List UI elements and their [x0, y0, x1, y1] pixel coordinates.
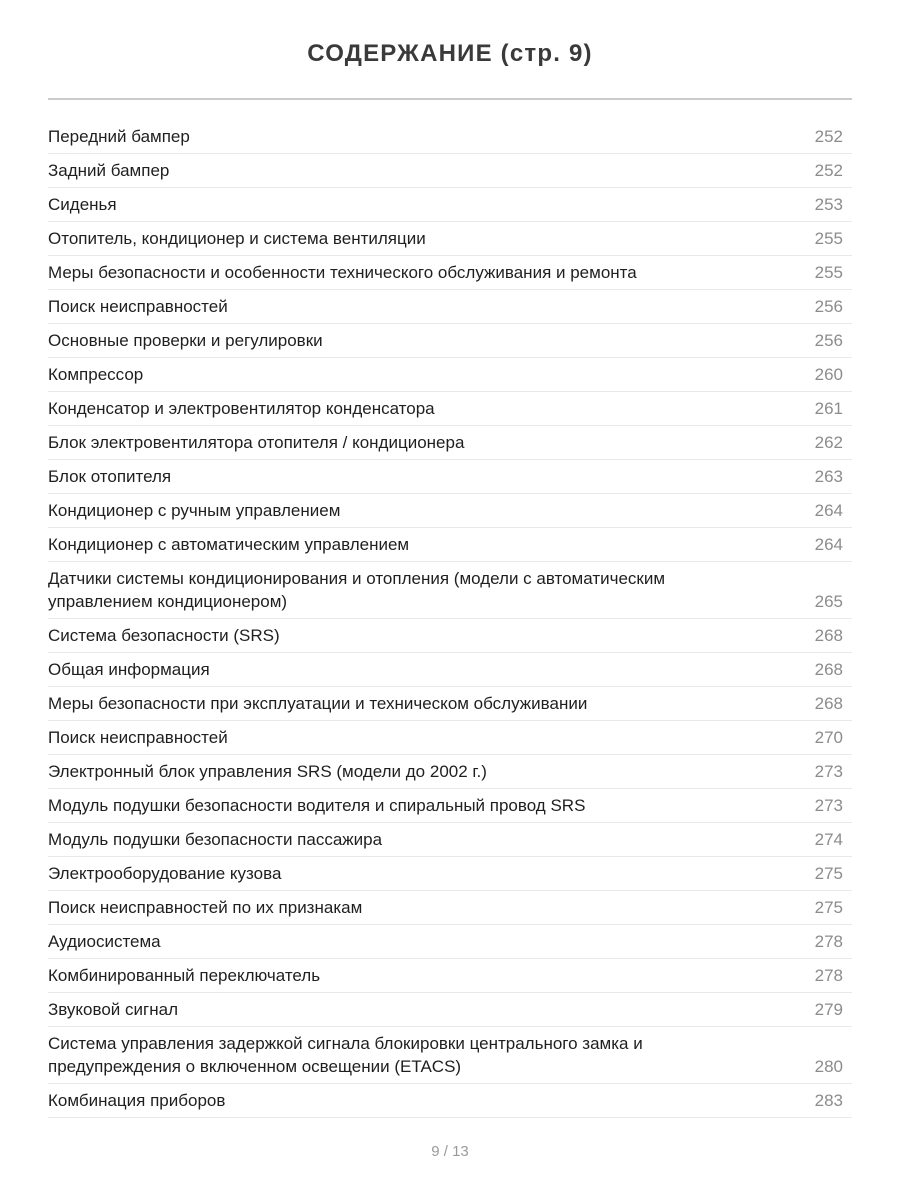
toc-entry-label: Модуль подушки безопасности водителя и спиральный провод SRS [48, 796, 586, 815]
toc-entry-page: 275 [814, 864, 843, 883]
toc-entry-page: 270 [814, 728, 843, 747]
toc-row [48, 222, 852, 256]
toc-entry-label: Система управления задержкой сигнала блокировки центрального замка и предупреждения о включенном освещении (ETACS) [48, 1034, 643, 1076]
toc-row [48, 653, 852, 687]
toc-entry-page: 268 [814, 660, 843, 679]
toc-row [48, 494, 852, 528]
header-divider [48, 98, 852, 100]
toc-entry-page: 278 [814, 966, 843, 985]
toc-row [48, 687, 852, 721]
toc-entry-page: 260 [814, 365, 843, 384]
toc-entry-page: 274 [814, 830, 843, 849]
toc-row [48, 857, 852, 891]
toc-entry-page: 261 [814, 399, 843, 418]
toc-row [48, 619, 852, 653]
toc-entry-label: Комбинация приборов [48, 1091, 226, 1110]
page-title: СОДЕРЖАНИЕ (стр. 9) [307, 40, 593, 67]
toc-entry-page: 256 [814, 297, 843, 316]
toc-row [48, 460, 852, 494]
toc-entry-page: 273 [814, 796, 843, 815]
toc-row [48, 188, 852, 222]
toc-entry-page: 264 [814, 535, 843, 554]
toc-row [48, 959, 852, 993]
toc-entry-label: Звуковой сигнал [48, 1000, 178, 1019]
toc-row [48, 562, 852, 619]
toc-entry-page: 268 [814, 626, 843, 645]
toc-row [48, 120, 852, 154]
toc-list [48, 120, 852, 1118]
toc-entry-page: 278 [814, 932, 843, 951]
toc-entry-page: 253 [814, 195, 843, 214]
page-indicator: 9 / 13 [431, 1143, 469, 1160]
toc-entry-label: Сиденья [48, 195, 117, 214]
toc-row [48, 392, 852, 426]
toc-row [48, 1027, 852, 1084]
toc-entry-label: Модуль подушки безопасности пассажира [48, 830, 383, 849]
toc-entry-label: Электрооборудование кузова [48, 864, 282, 883]
toc-entry-page: 255 [814, 263, 843, 282]
toc-entry-page: 252 [814, 161, 843, 180]
toc-entry-page: 252 [814, 127, 843, 146]
toc-entry-page: 262 [814, 433, 843, 452]
toc-entry-page: 280 [814, 1057, 843, 1076]
toc-row [48, 290, 852, 324]
toc-entry-label: Меры безопасности при эксплуатации и техническом обслуживании [48, 694, 588, 713]
toc-entry-label: Система безопасности (SRS) [48, 626, 280, 645]
toc-row [48, 426, 852, 460]
toc-row [48, 154, 852, 188]
toc-row [48, 1084, 852, 1118]
toc-entry-label: Электронный блок управления SRS (модели до 2002 г.) [48, 762, 487, 781]
toc-entry-label: Отопитель, кондиционер и система вентиляции [48, 229, 426, 248]
toc-entry-label: Компрессор [48, 365, 144, 384]
toc-entry-label: Поиск неисправностей по их признакам [48, 898, 363, 917]
toc-entry-label: Аудиосистема [48, 932, 161, 951]
toc-entry-page: 264 [814, 501, 843, 520]
toc-row [48, 256, 852, 290]
toc-row [48, 721, 852, 755]
toc-entry-label: Задний бампер [48, 161, 170, 180]
toc-row [48, 823, 852, 857]
toc-entry-label: Конденсатор и электровентилятор конденсатора [48, 399, 435, 418]
toc-row [48, 324, 852, 358]
toc-entry-label: Передний бампер [48, 127, 190, 146]
toc-entry-label: Кондиционер с автоматическим управлением [48, 535, 410, 554]
toc-entry-label: Блок отопителя [48, 467, 172, 486]
toc-entry-page: 268 [814, 694, 843, 713]
toc-row [48, 925, 852, 959]
toc-row [48, 755, 852, 789]
toc-entry-label: Блок электровентилятора отопителя / кондиционера [48, 433, 465, 452]
toc-row [48, 528, 852, 562]
toc-entry-label: Меры безопасности и особенности технического обслуживания и ремонта [48, 263, 637, 282]
toc-entry-page: 273 [814, 762, 843, 781]
toc-entry-label: Комбинированный переключатель [48, 966, 321, 985]
toc-entry-label: Кондиционер с ручным управлением [48, 501, 341, 520]
toc-entry-page: 275 [814, 898, 843, 917]
toc-entry-page: 265 [814, 592, 843, 611]
toc-row [48, 891, 852, 925]
toc-entry-page: 256 [814, 331, 843, 350]
toc-entry-page: 279 [814, 1000, 843, 1019]
toc-entry-label: Поиск неисправностей [48, 728, 228, 747]
toc-entry-label: Общая информация [48, 660, 210, 679]
toc-entry-label: Датчики системы кондиционирования и отопления (модели с автоматическим управлением кондиционером) [48, 569, 666, 611]
toc-entry-page: 283 [814, 1091, 843, 1110]
toc-entry-label: Основные проверки и регулировки [48, 331, 323, 350]
toc-row [48, 358, 852, 392]
toc-row [48, 789, 852, 823]
toc-entry-page: 263 [814, 467, 843, 486]
toc-entry-label: Поиск неисправностей [48, 297, 228, 316]
toc-entry-page: 255 [814, 229, 843, 248]
toc-row [48, 993, 852, 1027]
